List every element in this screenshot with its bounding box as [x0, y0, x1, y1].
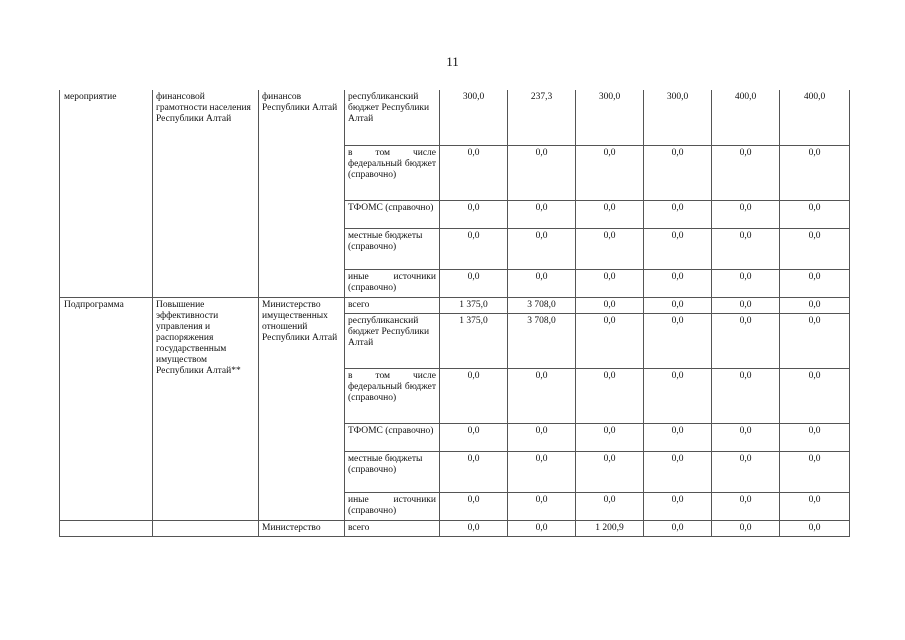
- value-cell: 0,0: [440, 492, 508, 520]
- value-cell: 0,0: [440, 200, 508, 228]
- value-cell: 0,0: [576, 297, 644, 313]
- value-cell: 0,0: [644, 423, 712, 451]
- value-cell: 0,0: [780, 313, 850, 368]
- funding-source-cell: всего: [345, 297, 440, 313]
- executor-cell: Министерство имущественных отношений Республики Алтай: [259, 297, 345, 520]
- executor-cell: Министерство: [259, 520, 345, 536]
- funding-source-cell: республиканский бюджет Республики Алтай: [345, 90, 440, 145]
- value-cell: 0,0: [576, 200, 644, 228]
- funding-source-cell: иные источники (справочно): [345, 492, 440, 520]
- value-cell: 0,0: [508, 451, 576, 492]
- value-cell: 0,0: [508, 200, 576, 228]
- value-cell: 0,0: [440, 145, 508, 200]
- funding-source-cell: республиканский бюджет Республики Алтай: [345, 313, 440, 368]
- value-cell: 0,0: [780, 145, 850, 200]
- value-cell: 0,0: [576, 423, 644, 451]
- value-cell: 0,0: [644, 297, 712, 313]
- row-type-cell: [60, 520, 153, 536]
- value-cell: 0,0: [780, 451, 850, 492]
- value-cell: 0,0: [644, 228, 712, 269]
- value-cell: 0,0: [780, 368, 850, 423]
- value-cell: 0,0: [712, 451, 780, 492]
- budget-table: [59, 90, 850, 537]
- program-name-cell: [153, 520, 259, 536]
- value-cell: 0,0: [644, 145, 712, 200]
- value-cell: 1 200,9: [576, 520, 644, 536]
- executor-cell: финансов Республики Алтай: [259, 90, 345, 297]
- table-row: [60, 520, 850, 536]
- value-cell: 0,0: [440, 423, 508, 451]
- value-cell: 0,0: [780, 520, 850, 536]
- funding-source-cell: местные бюджеты (справочно): [345, 451, 440, 492]
- value-cell: 0,0: [508, 520, 576, 536]
- value-cell: 0,0: [644, 200, 712, 228]
- value-cell: 0,0: [780, 269, 850, 297]
- value-cell: 0,0: [712, 423, 780, 451]
- funding-source-cell: в том числе федеральный бюджет (справочно): [345, 368, 440, 423]
- row-type-cell: мероприятие: [60, 90, 153, 297]
- value-cell: 0,0: [780, 492, 850, 520]
- value-cell: 0,0: [712, 269, 780, 297]
- value-cell: 0,0: [576, 368, 644, 423]
- funding-source-cell: местные бюджеты (справочно): [345, 228, 440, 269]
- value-cell: 0,0: [644, 520, 712, 536]
- value-cell: 0,0: [780, 423, 850, 451]
- value-cell: 400,0: [712, 90, 780, 145]
- table-row: [60, 90, 850, 145]
- value-cell: 0,0: [712, 200, 780, 228]
- value-cell: 0,0: [712, 297, 780, 313]
- value-cell: 0,0: [508, 145, 576, 200]
- funding-source-cell: ТФОМС (справочно): [345, 200, 440, 228]
- funding-source-cell: ТФОМС (справочно): [345, 423, 440, 451]
- value-cell: 0,0: [508, 368, 576, 423]
- funding-source-cell: иные источники (справочно): [345, 269, 440, 297]
- table-row: [60, 297, 850, 313]
- value-cell: 237,3: [508, 90, 576, 145]
- value-cell: 1 375,0: [440, 297, 508, 313]
- value-cell: 0,0: [712, 368, 780, 423]
- value-cell: 0,0: [576, 145, 644, 200]
- value-cell: 0,0: [712, 145, 780, 200]
- value-cell: 0,0: [508, 492, 576, 520]
- value-cell: 0,0: [712, 520, 780, 536]
- value-cell: 0,0: [576, 313, 644, 368]
- value-cell: 0,0: [508, 228, 576, 269]
- value-cell: 300,0: [644, 90, 712, 145]
- value-cell: 300,0: [440, 90, 508, 145]
- program-name-cell: финансовой грамотности населения Республики Алтай: [153, 90, 259, 297]
- value-cell: 0,0: [644, 313, 712, 368]
- value-cell: 3 708,0: [508, 297, 576, 313]
- value-cell: 0,0: [780, 297, 850, 313]
- value-cell: 0,0: [440, 368, 508, 423]
- value-cell: 0,0: [440, 451, 508, 492]
- page-number: 11: [446, 54, 459, 69]
- value-cell: 0,0: [780, 228, 850, 269]
- value-cell: 0,0: [576, 269, 644, 297]
- row-type-cell: Подпрограмма: [60, 297, 153, 520]
- value-cell: 0,0: [644, 368, 712, 423]
- value-cell: 0,0: [508, 269, 576, 297]
- value-cell: 0,0: [576, 451, 644, 492]
- value-cell: 0,0: [440, 228, 508, 269]
- value-cell: 0,0: [576, 492, 644, 520]
- value-cell: 0,0: [644, 492, 712, 520]
- value-cell: 0,0: [576, 228, 644, 269]
- value-cell: 400,0: [780, 90, 850, 145]
- value-cell: 1 375,0: [440, 313, 508, 368]
- value-cell: 0,0: [440, 269, 508, 297]
- value-cell: 0,0: [644, 451, 712, 492]
- value-cell: 0,0: [440, 520, 508, 536]
- value-cell: 300,0: [576, 90, 644, 145]
- value-cell: 3 708,0: [508, 313, 576, 368]
- value-cell: 0,0: [780, 200, 850, 228]
- value-cell: 0,0: [712, 492, 780, 520]
- funding-source-cell: всего: [345, 520, 440, 536]
- program-name-cell: Повышение эффективности управления и распоряжения государственным имуществом Республики Алтай**: [153, 297, 259, 520]
- value-cell: 0,0: [712, 313, 780, 368]
- value-cell: 0,0: [644, 269, 712, 297]
- value-cell: 0,0: [712, 228, 780, 269]
- funding-source-cell: в том числе федеральный бюджет (справочно): [345, 145, 440, 200]
- value-cell: 0,0: [508, 423, 576, 451]
